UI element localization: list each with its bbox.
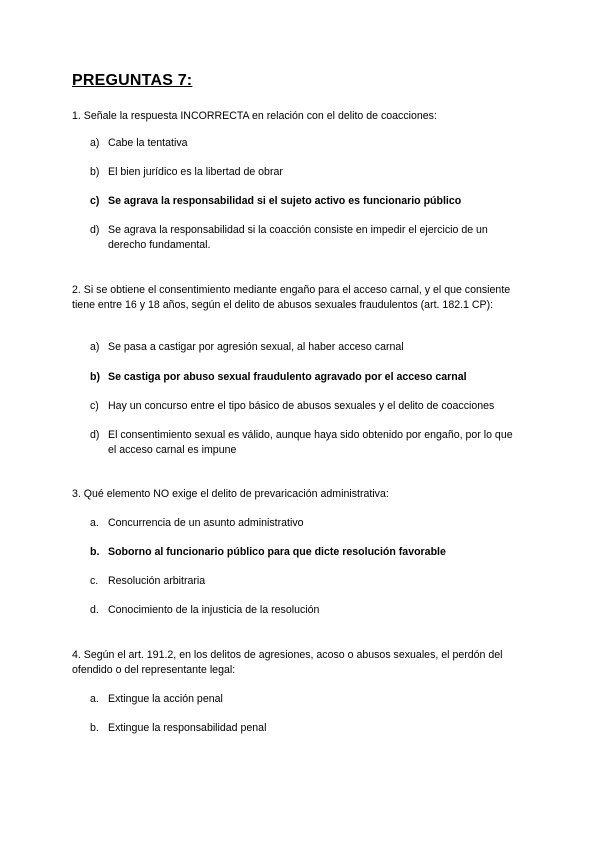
question-2-option-b-correct xyxy=(90,370,520,385)
question-1-option-c-correct xyxy=(90,194,520,209)
option-text: Resolución arbitraria xyxy=(108,575,206,587)
option-text: Cabe la tentativa xyxy=(108,137,188,149)
option-letter: b) xyxy=(90,166,100,178)
option-letter: b) xyxy=(90,371,100,383)
option-letter: c. xyxy=(90,575,99,587)
option-letter: a) xyxy=(90,137,100,149)
option-text: El bien jurídico es la libertad de obrar xyxy=(108,166,283,178)
page-title: PREGUNTAS 7: xyxy=(72,72,193,89)
option-text: Concurrencia de un asunto administrativo xyxy=(108,517,304,529)
option-letter: d. xyxy=(90,604,99,616)
option-letter: c) xyxy=(90,400,99,412)
question-4-option-a xyxy=(90,692,520,707)
option-text: Se castiga por abuso sexual fraudulento agravado por el acceso carnal xyxy=(108,371,467,383)
question-3-prompt: 3. Qué elemento NO exige el delito de prevaricación administrativa: xyxy=(72,488,389,500)
option-text: Se agrava la responsabilidad si la coacción consiste en impedir el ejercicio de un derecho fundamental. xyxy=(108,224,488,251)
option-text: Conocimiento de la injusticia de la resolución xyxy=(108,604,320,616)
question-1-prompt: 1. Señale la respuesta INCORRECTA en relación con el delito de coacciones: xyxy=(72,110,437,122)
option-letter: d) xyxy=(90,224,100,236)
option-letter: b. xyxy=(90,722,99,734)
question-2-option-d xyxy=(90,428,520,458)
option-text: Hay un concurso entre el tipo básico de abusos sexuales y el delito de coacciones xyxy=(108,400,495,412)
question-1-option-b xyxy=(90,165,520,180)
option-text: Extingue la acción penal xyxy=(108,693,223,705)
option-text: El consentimiento sexual es válido, aunque haya sido obtenido por engaño, por lo que el acceso carnal es impune xyxy=(108,429,513,456)
question-2-option-c xyxy=(90,399,520,414)
option-text: Se pasa a castigar por agresión sexual, al haber acceso carnal xyxy=(108,341,404,353)
question-1-option-d xyxy=(90,223,520,253)
option-letter: a) xyxy=(90,341,100,353)
option-letter: a. xyxy=(90,693,99,705)
option-text: Soborno al funcionario público para que dicte resolución favorable xyxy=(108,546,446,558)
question-1-option-a xyxy=(90,136,520,151)
question-3-option-a xyxy=(90,516,520,531)
option-letter: d) xyxy=(90,429,100,441)
question-2-prompt: 2. Si se obtiene el consentimiento mediante engaño para el acceso carnal, y el que consiente tiene entre 16 y 18 años, según el delito de abusos sexuales fraudulentos (art. 182.1 CP): xyxy=(72,284,511,311)
option-text: Extingue la responsabilidad penal xyxy=(108,722,267,734)
question-4-option-b xyxy=(90,721,520,736)
question-3-option-c xyxy=(90,574,520,589)
question-2-option-a xyxy=(90,340,520,355)
option-letter: a. xyxy=(90,517,99,529)
question-4-prompt: 4. Según el art. 191.2, en los delitos de agresiones, acoso o abusos sexuales, el perdón del ofendido o del representante legal: xyxy=(72,649,503,676)
option-letter: b. xyxy=(90,546,100,558)
option-letter: c) xyxy=(90,195,100,207)
option-text: Se agrava la responsabilidad si el sujeto activo es funcionario público xyxy=(108,195,462,207)
question-3-option-b-correct xyxy=(90,545,520,560)
question-3-option-d xyxy=(90,603,520,618)
